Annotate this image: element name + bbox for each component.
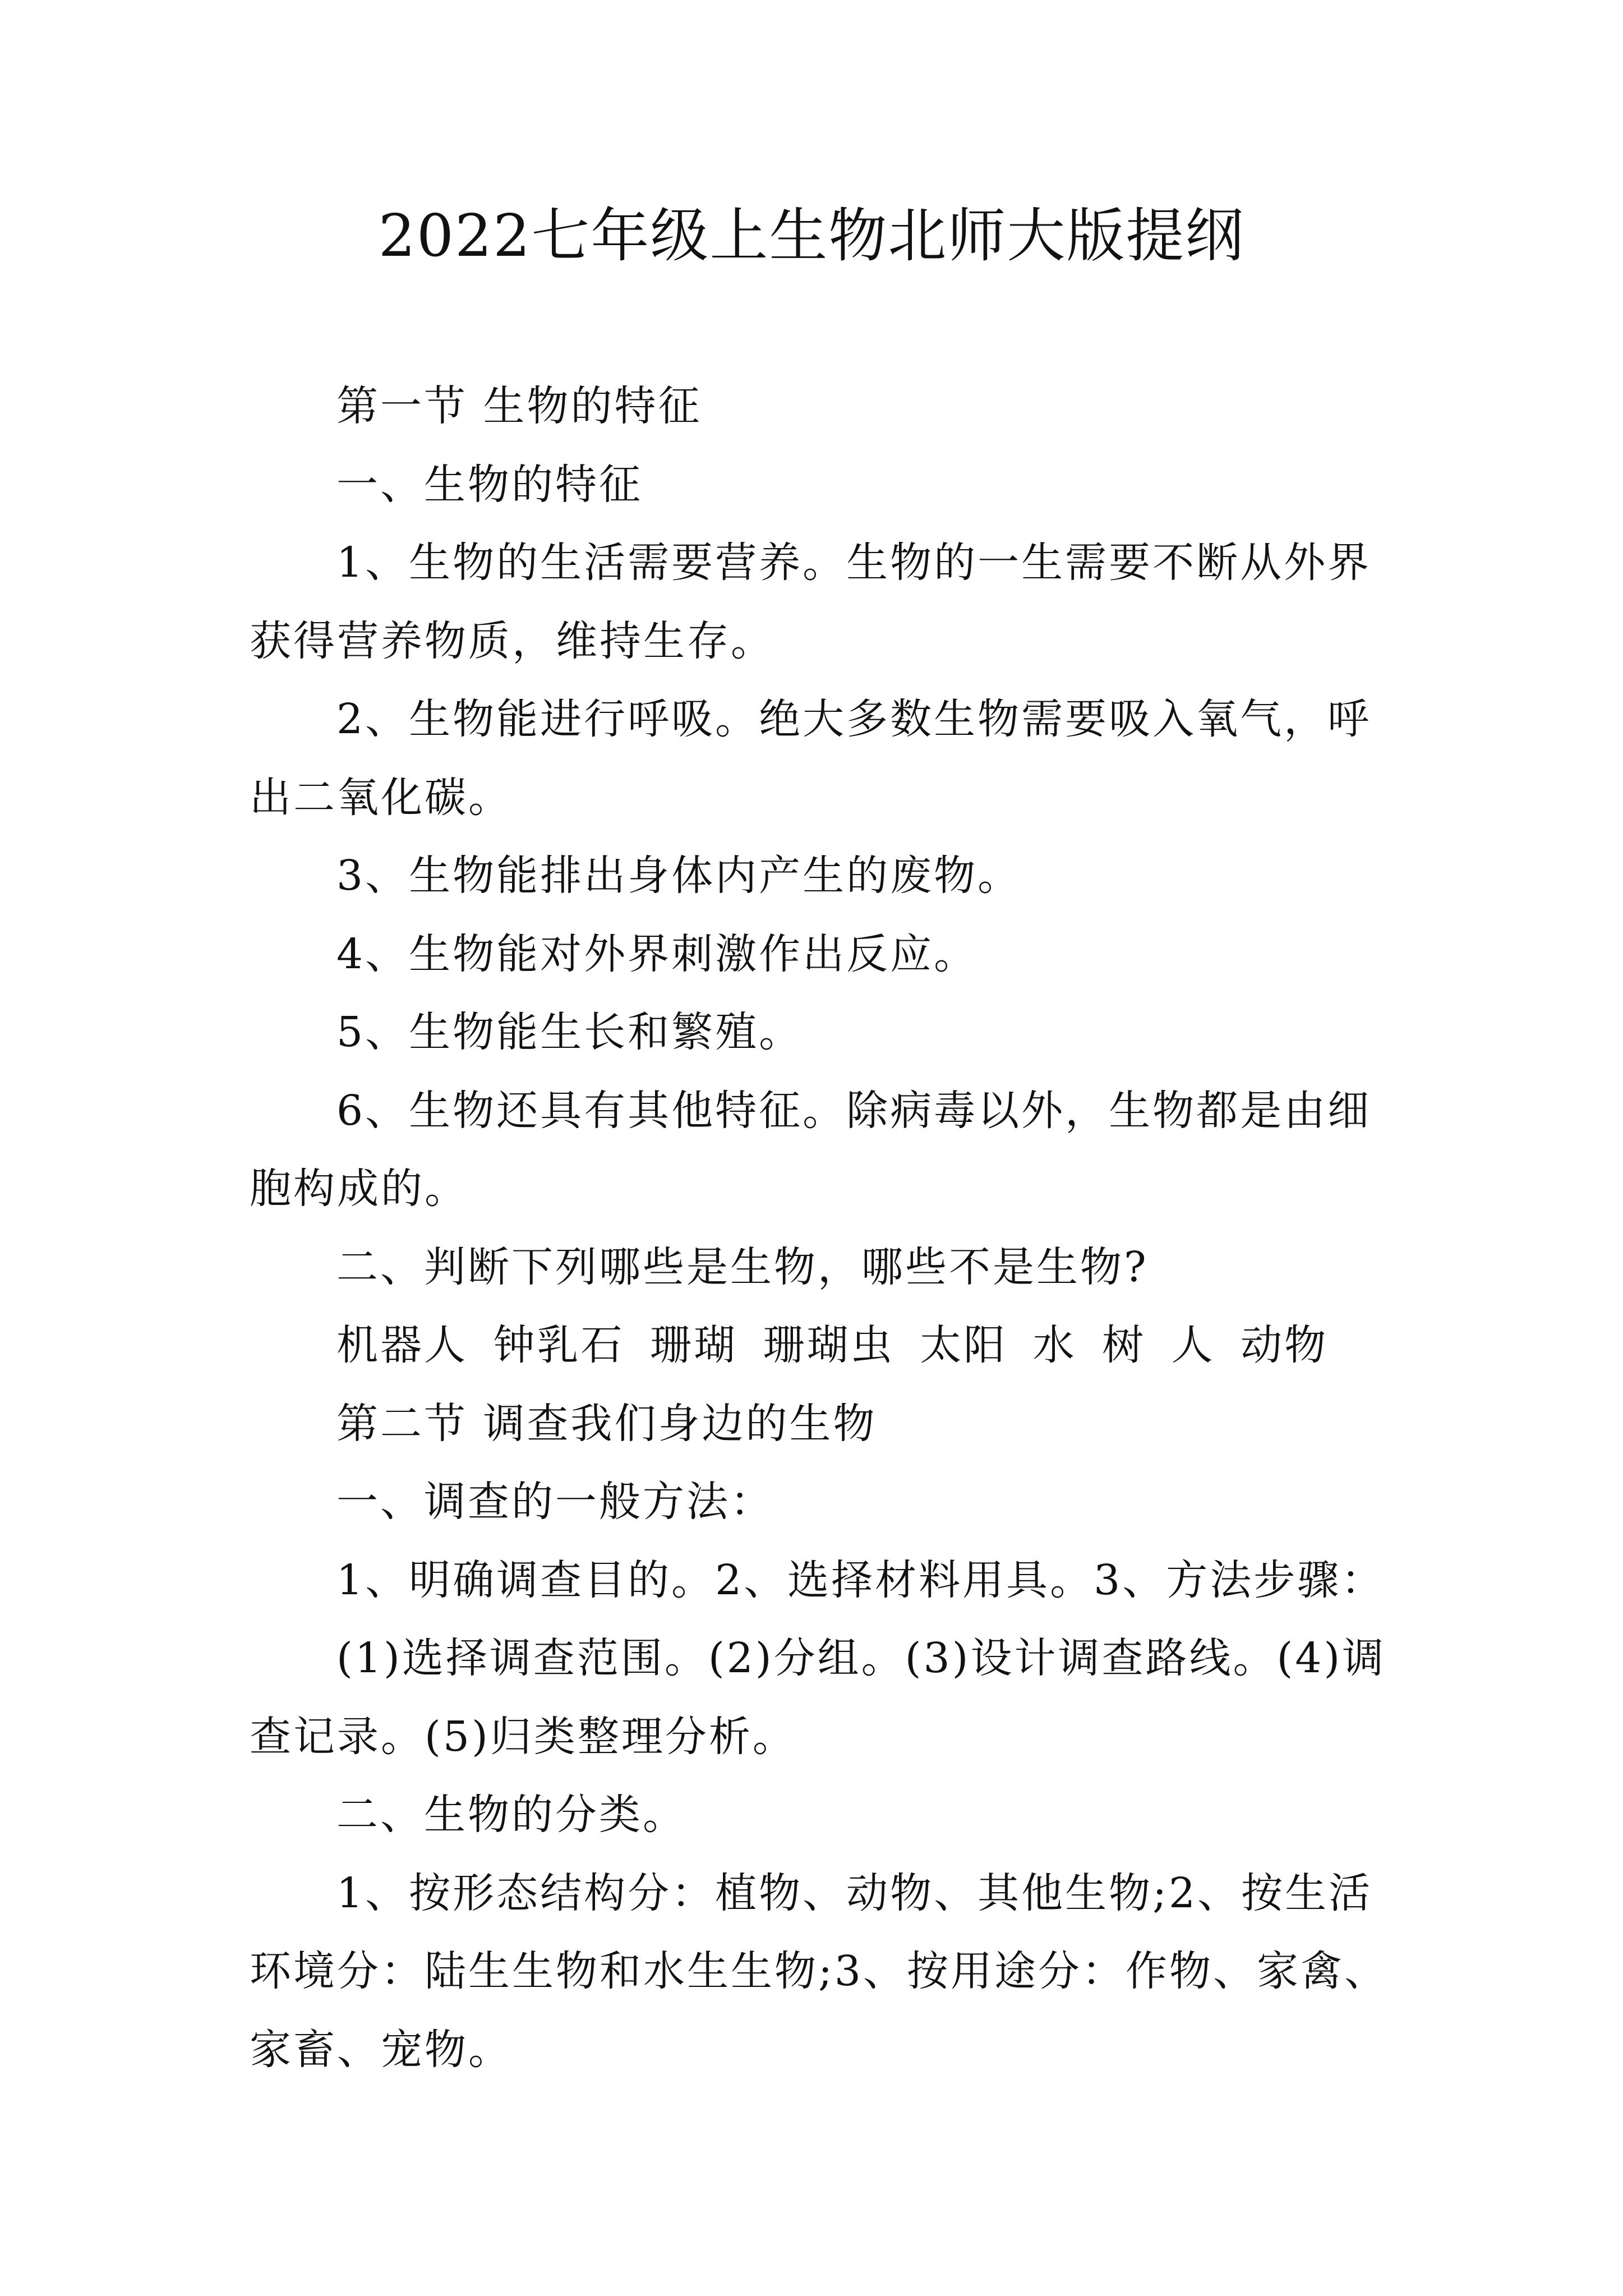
paragraph-line: 出二氧化碳。 xyxy=(250,773,512,822)
subsection-heading: 一、生物的特征 xyxy=(336,460,643,509)
paragraph-line: 5、生物能生长和繁殖。 xyxy=(336,1008,803,1056)
paragraph-line: 获得营养物质，维持生存。 xyxy=(250,616,774,665)
paragraph-line: 3、生物能排出身体内产生的废物。 xyxy=(336,852,1022,900)
paragraph-line: 胞构成的。 xyxy=(250,1165,468,1213)
paragraph-line: 6、生物还具有其他特征。除病毒以外，生物都是由细 xyxy=(336,1086,1372,1135)
section-heading: 第一节 生物的特征 xyxy=(336,382,702,430)
paragraph-line: 查记录。(5)归类整理分析。 xyxy=(250,1712,796,1761)
subsection-heading: 一、调查的一般方法： xyxy=(336,1478,774,1526)
paragraph-line: 2、生物能进行呼吸。绝大多数生物需要吸入氧气，呼 xyxy=(336,695,1372,743)
subsection-heading: 二、判断下列哪些是生物，哪些不是生物? xyxy=(336,1243,1149,1291)
paragraph-line: 环境分：陆生生物和水生生物;3、按用途分：作物、家禽、 xyxy=(250,1947,1389,1995)
document-title: 2022七年级上生物北师大版提纲 xyxy=(378,201,1245,270)
example-list-line: 机器人 钟乳石 珊瑚 珊瑚虫 太阳 水 树 人 动物 xyxy=(336,1321,1329,1369)
subsection-heading: 二、生物的分类。 xyxy=(336,1791,686,1839)
paragraph-line: (1)选择调查范围。(2)分组。(3)设计调查路线。(4)调 xyxy=(336,1634,1386,1682)
paragraph-line: 1、明确调查目的。2、选择材料用具。3、方法步骤： xyxy=(336,1556,1385,1604)
document-body xyxy=(250,367,1422,2089)
paragraph-line: 1、按形态结构分：植物、动物、其他生物;2、按生活 xyxy=(336,1869,1373,1917)
paragraph-line: 4、生物能对外界刺激作出反应。 xyxy=(336,930,978,978)
section-heading: 第二节 调查我们身边的生物 xyxy=(336,1399,877,1448)
paragraph-line: 家畜、宠物。 xyxy=(250,2025,512,2074)
paragraph-line: 1、生物的生活需要营养。生物的一生需要不断从外界 xyxy=(336,539,1372,587)
